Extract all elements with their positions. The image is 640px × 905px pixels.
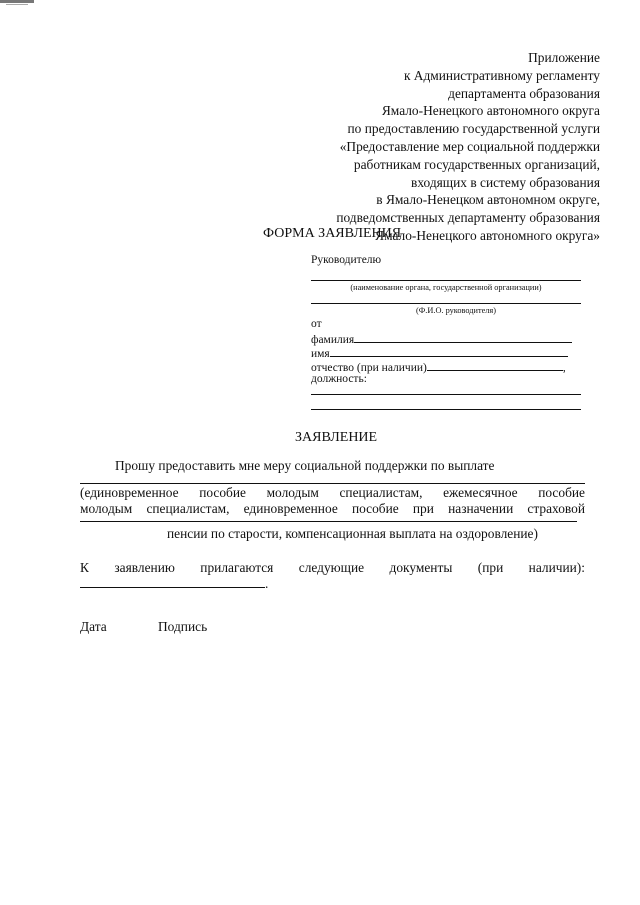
appendix-line: работникам государственных организаций, [353, 156, 600, 172]
name-label: имя [311, 348, 330, 360]
addressee-block [311, 254, 581, 410]
appendix-line: Ямало-Ненецкого автономного округа» [375, 227, 600, 243]
date-signature-row [80, 619, 207, 635]
appendix-line: «Предоставление мер социальной поддержки [339, 138, 600, 154]
head-hint: (Ф.И.О. руководителя) [415, 306, 496, 315]
request-text: Прошу предоставить мне меру социальной поддержки по выплате [115, 458, 495, 473]
form-title: ФОРМА ЗАЯВЛЕНИЯ [263, 226, 402, 241]
from-label: от [311, 318, 322, 330]
appendix-block [260, 49, 600, 245]
attachments-field[interactable] [80, 577, 265, 588]
org-field[interactable] [311, 270, 581, 281]
appendix-line: подведомственных департаменту образования [336, 210, 600, 226]
attachments-text: К заявлению прилагаются следующие документы (при наличии): [80, 560, 585, 575]
patronymic-field[interactable] [427, 359, 563, 371]
statement-title: ЗАЯВЛЕНИЕ [295, 430, 378, 445]
statement-body [80, 458, 585, 542]
payment-hint-line-1: (единовременное пособие молодым специалистам, ежемесячное пособие [80, 485, 585, 500]
date-label: Дата [80, 619, 107, 634]
head-field[interactable] [311, 293, 581, 304]
position-field-line-2[interactable] [311, 395, 581, 410]
payment-hint-line-3: пенсии по старости, компенсационная выплата на оздоровление) [167, 526, 538, 541]
surname-label: фамилия [311, 334, 355, 346]
position-field-line-1[interactable] [311, 387, 581, 395]
patronymic-comma: , [562, 362, 566, 374]
payment-field-line-2[interactable] [80, 517, 577, 522]
scan-artifact [6, 4, 28, 5]
appendix-line: по предоставлению государственной услуги [347, 121, 600, 137]
appendix-line: департамента образования [448, 85, 600, 101]
payment-field-line-1[interactable] [80, 474, 585, 484]
patronymic-label: отчество (при наличии) [311, 362, 427, 374]
appendix-line: Ямало-Ненецкого автономного округа [381, 103, 600, 119]
attachments-period: . [265, 576, 269, 591]
name-field[interactable] [330, 345, 568, 357]
payment-hint-line-2: молодым специалистам, единовременное пособие при назначении страховой [80, 501, 585, 516]
position-label: должность: [311, 373, 367, 385]
to-label: Руководителю [311, 254, 382, 266]
appendix-line: к Административному регламенту [403, 67, 600, 83]
attachments-block [80, 560, 585, 592]
surname-field[interactable] [354, 331, 572, 343]
signature-label: Подпись [158, 619, 208, 634]
appendix-line: в Ямало-Ненецком автономном округе, [376, 192, 600, 208]
scan-artifact [0, 0, 34, 3]
appendix-line: Приложение [528, 50, 600, 65]
org-hint: (наименование органа, государственной организации) [350, 283, 542, 292]
appendix-line: входящих в систему образования [411, 174, 600, 190]
